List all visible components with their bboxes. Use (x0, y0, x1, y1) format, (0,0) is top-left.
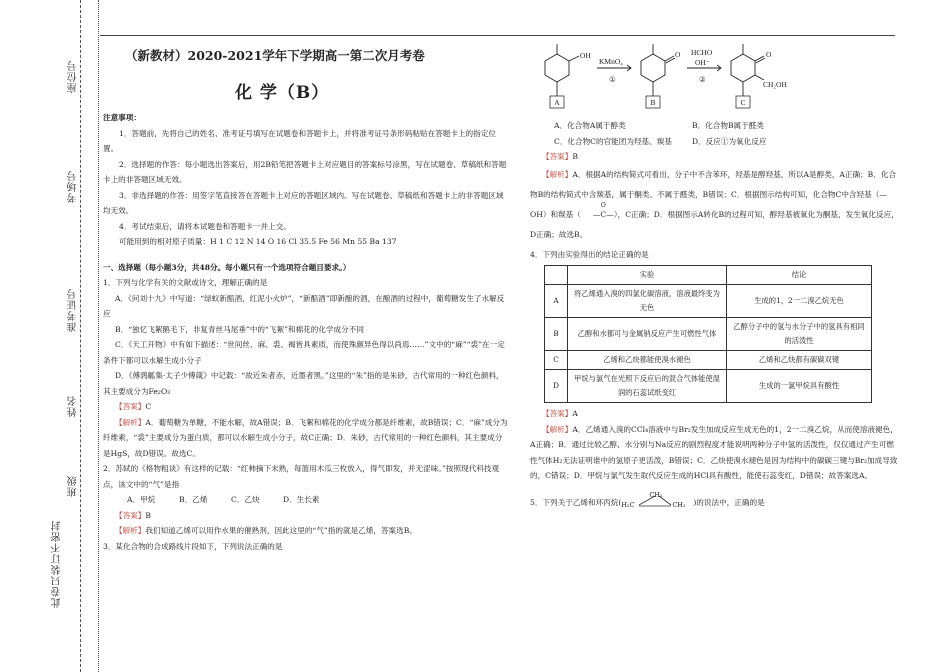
row-experiment: 乙醇和水都可与金属钠反应产生可燃性气体 (568, 318, 727, 351)
class-label: 班级 (68, 475, 79, 497)
notice-item-4: 4．考试结束后，请将本试题卷和答题卡一并上交。 (119, 221, 291, 231)
ticket-number-label: 准考证号 (68, 288, 79, 332)
q2-options (103, 492, 508, 508)
row-key: C (545, 351, 568, 370)
table-header: 结论 (727, 266, 872, 285)
answer-label: 【答案】 (115, 402, 146, 411)
q3-answer-value: B (572, 152, 578, 161)
atomic-masses: 可能用到的相对原子质量：H 1 C 12 N 14 O 16 Cl 35.5 Fe 56 Mn 55 Ba 137 (119, 237, 397, 246)
q4-stem: 4．下列由实验得出的结论正确的是 (530, 249, 649, 259)
q3-stem: 3．某化合物的合成路线片段如下，下列说法正确的是 (103, 541, 283, 551)
q1-option-d: D．《傅鹑觚集·太子少傅箴》中记载：“故近朱者赤，近墨者黑。”这里的“朱”指的是朱砂，古代常用的一种红色颜料，其主要成分为Fe₂O₃ (103, 371, 504, 396)
table-row (545, 318, 872, 351)
q1-analysis (103, 415, 508, 462)
right-column (530, 118, 900, 514)
row-key: D (545, 370, 568, 403)
q5-stem (530, 492, 900, 514)
seal-notice: 此卷只装订不密封 (52, 520, 63, 608)
row-conclusion: 乙醇分子中的氢与水分子中的氢具有相同的活泼性 (727, 318, 872, 351)
analysis-label: 【解析】 (115, 526, 146, 535)
subject-title: 化 学（B） (235, 83, 330, 103)
q1-analysis-text: A．葡萄糖为单糖，不能水解，故A错误；B．飞絮和棉花的化学成分都是纤维素，故B错误；C．“麻”成分为纤维素，“裘”主要成分为蛋白质，都可以水解生成小分子，故C正确；D．朱砂，古代常用的一种红色颜料，其主要成分是HgS，故D错误。故选C。 (103, 417, 508, 458)
row-key: B (545, 318, 568, 351)
q3-analysis-text-1: A．根据A的结构简式可看出，分子中不含苯环，羟基是醇羟基，所以A是醇类，A正确；B．化合物B的结构简式中含羰基，属于酮类、不属于醛类，B错误；C．根据图示结构可知，化合物C中含羟基（—OH）和羰基（ (530, 169, 897, 219)
q4-answer (530, 406, 900, 422)
q3-option-c: C．化合物C的官能团为羟基、羰基 (554, 136, 672, 146)
q3-options-cd (530, 134, 900, 150)
analysis-label: 【解析】 (115, 417, 146, 427)
answer-label: 【答案】 (542, 152, 573, 161)
q1-answer-value: C (145, 402, 152, 411)
analysis-label: 【解析】 (542, 169, 573, 179)
analysis-label: 【解析】 (542, 424, 573, 434)
table-row (545, 351, 872, 370)
answer-label: 【答案】 (115, 510, 146, 520)
notice-item-2: 2．选择题的作答：每小题选出答案后，用2B铅笔把答题卡上对应题目的答案标号涂黑，写在试题卷、草稿纸和答题卡上的非答题区域无效。 (103, 159, 507, 184)
q3-option-d: D．反应①为氧化反应 (692, 136, 767, 146)
left-column (103, 110, 508, 554)
q2-analysis-text: 我们知道乙烯可以用作水果的催熟剂，因此这里的“气”指的就是乙烯，答案选B。 (145, 526, 417, 535)
compound-a-label: A (554, 98, 560, 107)
row-experiment: 甲烷与氯气在光照下反应后的混合气体能使湿润的石蕊试纸变红 (568, 370, 727, 403)
name-label: 姓名 (68, 395, 79, 417)
q3-option-b: B．化合物B属于醛类 (692, 121, 764, 130)
q4-analysis (530, 422, 900, 484)
table-header: 实验 (568, 266, 727, 285)
cyclopropane-ch2-right: CH₂ (672, 500, 686, 509)
seat-number-label: 座位号 (68, 60, 79, 93)
q5-stem-pre: 5．下列关于乙烯和环丙烷( (530, 497, 622, 507)
top-rule (100, 35, 895, 36)
carbonyl-c: —C— (592, 209, 614, 219)
q4-answer-value: A (572, 409, 578, 418)
binding-line-inner (98, 0, 99, 672)
notice-heading: 注意事项： (103, 113, 141, 122)
carbonyl-o: O (600, 201, 606, 209)
q2-option-d: D．生长素 (283, 495, 320, 504)
q2-stem: 2．苏轼的《格物粗谈》有这样的记载：“红柿摘下未熟，每篮用木瓜三枚放入，得气即发，并无涩味。”按照现代科技观点，该文中的“气”是指 (103, 464, 500, 489)
compound-b-label: B (650, 98, 656, 107)
cyclopropane-ch2-top: CH₂ (649, 490, 663, 499)
q1-option-b: B．“独忆飞絮鹅毛下，非复青丝马尾垂”中的“飞絮”和棉花的化学成分不同 (115, 324, 364, 334)
cyclopropane-h2c: H₂C (621, 500, 635, 509)
ring-b (641, 54, 665, 82)
step-2: ② (699, 75, 706, 84)
reaction-scheme (535, 40, 805, 120)
row-experiment: 将乙烯通入溴的四氯化碳溶液，溶液最终变为无色 (568, 285, 727, 318)
ring-c (731, 54, 755, 82)
row-experiment: 乙烯和乙炔都能使溴水褪色 (568, 351, 727, 370)
section-heading: 一、选择题（每小题3分，共48分。每小题只有一个选项符合题目要求。） (103, 262, 351, 272)
q2-option-a: A．甲烷 (127, 495, 156, 504)
q3-analysis-text-2: ），C正确；D．根据图示A转化B的过程可知，醇羟基被氧化为酮基，发生氧化反应，D正确；故选B。 (530, 209, 899, 239)
q4-analysis-text: A．乙烯通入溴的CCl₄溶液中与Br₂发生加成反应生成无色的1，2一二溴乙烷，从而使溶液褪色，A正确；B．通过比较乙醇、水分别与Na反应的剧烈程度才能说明两种分子中氢的活泼性，仅仅通过产生可燃性气体H₂无法证明谁中的氢原子更活泼，B错误；C．乙炔使溴水褪色是因为结构中的碳碳三键与Br₂加成导致的，C错误；D．甲烷与氯气发生取代反应生成的HCl具有酸性，能使石蕊变红，D错误；故答案选A。 (530, 424, 898, 480)
q3-options-ab (530, 118, 900, 134)
table-header-row (545, 266, 872, 285)
step-1: ① (609, 75, 616, 84)
q3-answer (530, 149, 900, 165)
reagent-hcho: HCHO (691, 48, 713, 57)
q1-option-c: C．《天工开物》中有如下描述：“世间丝、麻、裘、褐皆具素质，而使殊颜异色得以尚焉……”文中的“麻”“裘”在一定条件下都可以水解生成小分子 (103, 340, 505, 365)
q2-analysis (103, 523, 508, 539)
exam-title: （新教材）2020-2021学年下学期高一第二次月考卷 (125, 48, 425, 63)
row-conclusion: 乙烯和乙炔都有碳碳双键 (727, 351, 872, 370)
q2-option-b: B．乙烯 (179, 495, 208, 504)
label-oh: OH (580, 51, 591, 60)
answer-label: 【答案】 (542, 409, 573, 418)
notice-item-3: 3．非选择题的作答：用签字笔直接答在答题卡上对应的答题区域内。写在试题卷、草稿纸和答题卡上的非答题区域均无效。 (103, 190, 504, 215)
notice-item-1: 1．答题前，先将自己的姓名、准考证号填写在试题卷和答题卡上，并将准考证号条形码粘贴在答题卡上的指定位置。 (103, 128, 496, 153)
row-conclusion: 生成的1，2一二溴乙烷无色 (727, 285, 872, 318)
row-key: A (545, 285, 568, 318)
binding-line-outer (80, 0, 81, 672)
cyclopropane-formula (621, 490, 693, 510)
exam-room-label: 考场号 (68, 170, 79, 203)
table-row (545, 285, 872, 318)
q1-answer (103, 399, 508, 415)
carbonyl-group (581, 201, 614, 225)
label-oxo-c: O (766, 50, 772, 59)
ring-a (545, 54, 569, 82)
q5-stem-post: )的说法中，正确的是 (693, 497, 765, 507)
label-ch2oh: CH₂OH (763, 80, 787, 89)
table-row (545, 370, 872, 403)
q1-option-a: A．《问刘十九》中写道：“绿蚁新醅酒，红泥小火炉”，“新醅酒”即新酿的酒，在酿酒的过程中，葡萄糖发生了水解反应 (103, 293, 505, 318)
q2-answer-value: B (145, 510, 151, 520)
reagent-oh-minus: OH⁻ (695, 58, 710, 67)
q4-table (544, 265, 872, 403)
compound-c-label: C (740, 98, 746, 107)
q3-option-a: A．化合物A属于醇类 (554, 121, 626, 130)
q2-option-c: C．乙炔 (231, 495, 260, 504)
label-oxo-b: O (675, 50, 681, 59)
q1-stem: 1．下列与化学有关的文献或诗文，理解正确的是 (103, 278, 268, 287)
row-conclusion: 生成的一氯甲烷具有酸性 (727, 370, 872, 403)
table-header (545, 266, 568, 285)
q2-answer (103, 508, 508, 524)
reagent-kmno4: KMnO₄ (599, 57, 623, 66)
q3-analysis (530, 165, 900, 245)
